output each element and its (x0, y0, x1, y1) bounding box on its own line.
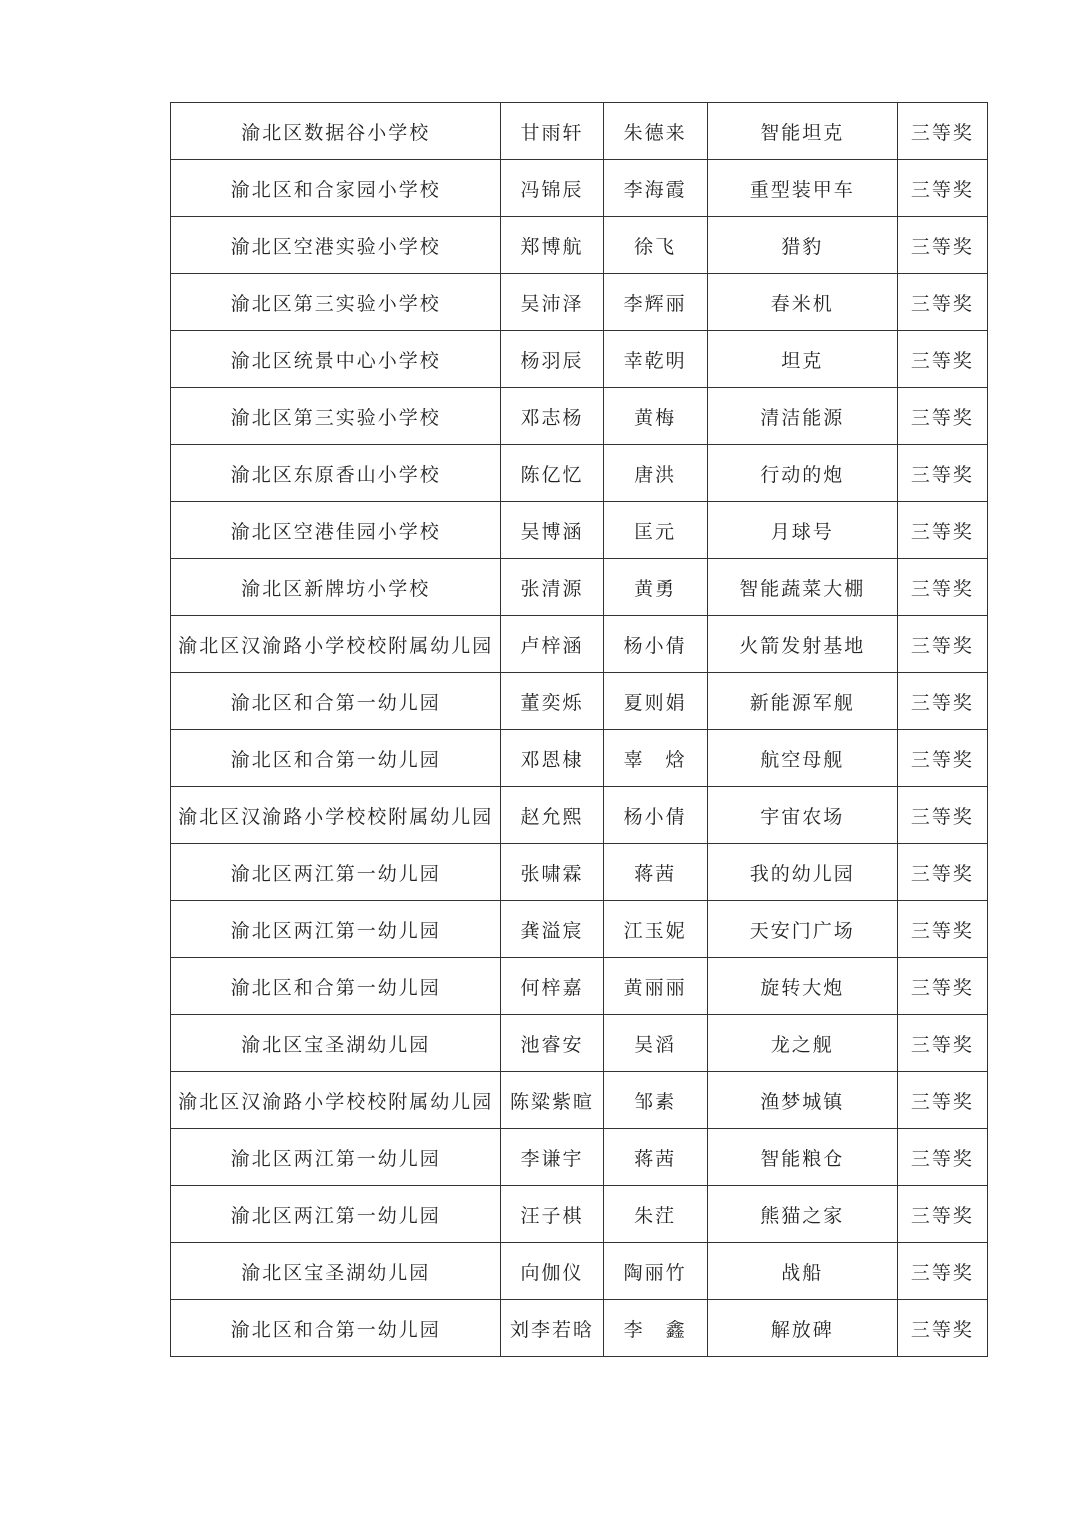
work-title-cell: 宇宙农场 (707, 787, 897, 844)
award-cell: 三等奖 (897, 274, 987, 331)
table-row (171, 103, 988, 160)
school-cell: 渝北区东原香山小学校 (171, 445, 501, 502)
school-cell: 渝北区宝圣湖幼儿园 (171, 1015, 501, 1072)
work-title-cell: 战船 (707, 1243, 897, 1300)
table-row (171, 1129, 988, 1186)
table-row (171, 673, 988, 730)
teacher-cell: 幸乾明 (603, 331, 707, 388)
award-cell: 三等奖 (897, 1300, 987, 1357)
award-cell: 三等奖 (897, 616, 987, 673)
work-title-cell: 智能坦克 (707, 103, 897, 160)
award-cell: 三等奖 (897, 1015, 987, 1072)
work-title-cell: 智能粮仓 (707, 1129, 897, 1186)
table-row (171, 331, 988, 388)
award-cell: 三等奖 (897, 559, 987, 616)
school-cell: 渝北区和合第一幼儿园 (171, 673, 501, 730)
teacher-cell: 黄丽丽 (603, 958, 707, 1015)
student-cell: 杨羽辰 (501, 331, 603, 388)
award-cell: 三等奖 (897, 388, 987, 445)
award-cell: 三等奖 (897, 901, 987, 958)
student-cell: 何梓嘉 (501, 958, 603, 1015)
student-cell: 张啸霖 (501, 844, 603, 901)
teacher-cell: 杨小倩 (603, 616, 707, 673)
school-cell: 渝北区两江第一幼儿园 (171, 901, 501, 958)
teacher-cell: 黄勇 (603, 559, 707, 616)
award-cell: 三等奖 (897, 1129, 987, 1186)
student-cell: 冯锦辰 (501, 160, 603, 217)
student-cell: 邓志杨 (501, 388, 603, 445)
table-row (171, 1300, 988, 1357)
work-title-cell: 熊猫之家 (707, 1186, 897, 1243)
work-title-cell: 天安门广场 (707, 901, 897, 958)
table-row (171, 1186, 988, 1243)
student-cell: 李谦宇 (501, 1129, 603, 1186)
school-cell: 渝北区空港佳园小学校 (171, 502, 501, 559)
teacher-cell: 吴滔 (603, 1015, 707, 1072)
work-title-cell: 渔梦城镇 (707, 1072, 897, 1129)
teacher-cell: 邹素 (603, 1072, 707, 1129)
award-table-body (171, 103, 988, 1357)
student-cell: 池睿安 (501, 1015, 603, 1072)
student-cell: 吴沛泽 (501, 274, 603, 331)
teacher-cell: 陶丽竹 (603, 1243, 707, 1300)
award-cell: 三等奖 (897, 217, 987, 274)
table-row (171, 1243, 988, 1300)
school-cell: 渝北区汉渝路小学校校附属幼儿园 (171, 616, 501, 673)
teacher-cell: 李海霞 (603, 160, 707, 217)
award-cell: 三等奖 (897, 787, 987, 844)
work-title-cell: 重型装甲车 (707, 160, 897, 217)
work-title-cell: 春米机 (707, 274, 897, 331)
school-cell: 渝北区和合第一幼儿园 (171, 958, 501, 1015)
work-title-cell: 猎豹 (707, 217, 897, 274)
award-cell: 三等奖 (897, 331, 987, 388)
table-row (171, 958, 988, 1015)
student-cell: 邓恩棣 (501, 730, 603, 787)
table-row (171, 901, 988, 958)
work-title-cell: 清洁能源 (707, 388, 897, 445)
school-cell: 渝北区和合第一幼儿园 (171, 730, 501, 787)
teacher-cell: 朱茳 (603, 1186, 707, 1243)
student-cell: 卢梓涵 (501, 616, 603, 673)
teacher-cell: 夏则娟 (603, 673, 707, 730)
work-title-cell: 我的幼儿园 (707, 844, 897, 901)
school-cell: 渝北区第三实验小学校 (171, 274, 501, 331)
teacher-cell: 徐飞 (603, 217, 707, 274)
award-cell: 三等奖 (897, 673, 987, 730)
school-cell: 渝北区两江第一幼儿园 (171, 1186, 501, 1243)
table-row (171, 217, 988, 274)
student-cell: 陈亿忆 (501, 445, 603, 502)
award-table (170, 102, 988, 1357)
award-cell: 三等奖 (897, 445, 987, 502)
table-row (171, 730, 988, 787)
award-cell: 三等奖 (897, 958, 987, 1015)
award-cell: 三等奖 (897, 502, 987, 559)
teacher-cell: 辜 焓 (603, 730, 707, 787)
table-row (171, 844, 988, 901)
table-row (171, 1072, 988, 1129)
school-cell: 渝北区和合家园小学校 (171, 160, 501, 217)
work-title-cell: 火箭发射基地 (707, 616, 897, 673)
school-cell: 渝北区数据谷小学校 (171, 103, 501, 160)
school-cell: 渝北区汉渝路小学校校附属幼儿园 (171, 1072, 501, 1129)
student-cell: 陈粱紫暄 (501, 1072, 603, 1129)
award-cell: 三等奖 (897, 1186, 987, 1243)
table-row (171, 559, 988, 616)
table-row (171, 1015, 988, 1072)
teacher-cell: 朱德来 (603, 103, 707, 160)
award-cell: 三等奖 (897, 844, 987, 901)
school-cell: 渝北区统景中心小学校 (171, 331, 501, 388)
teacher-cell: 唐洪 (603, 445, 707, 502)
student-cell: 向伽仪 (501, 1243, 603, 1300)
award-cell: 三等奖 (897, 160, 987, 217)
school-cell: 渝北区新牌坊小学校 (171, 559, 501, 616)
work-title-cell: 解放碑 (707, 1300, 897, 1357)
work-title-cell: 智能蔬菜大棚 (707, 559, 897, 616)
teacher-cell: 李辉丽 (603, 274, 707, 331)
table-row (171, 388, 988, 445)
work-title-cell: 航空母舰 (707, 730, 897, 787)
table-row (171, 160, 988, 217)
work-title-cell: 龙之舰 (707, 1015, 897, 1072)
work-title-cell: 旋转大炮 (707, 958, 897, 1015)
student-cell: 张清源 (501, 559, 603, 616)
school-cell: 渝北区第三实验小学校 (171, 388, 501, 445)
award-cell: 三等奖 (897, 730, 987, 787)
work-title-cell: 新能源军舰 (707, 673, 897, 730)
award-cell: 三等奖 (897, 1072, 987, 1129)
table-row (171, 445, 988, 502)
table-row (171, 787, 988, 844)
table-row (171, 502, 988, 559)
school-cell: 渝北区两江第一幼儿园 (171, 1129, 501, 1186)
work-title-cell: 行动的炮 (707, 445, 897, 502)
teacher-cell: 蒋茜 (603, 1129, 707, 1186)
school-cell: 渝北区两江第一幼儿园 (171, 844, 501, 901)
school-cell: 渝北区宝圣湖幼儿园 (171, 1243, 501, 1300)
work-title-cell: 月球号 (707, 502, 897, 559)
teacher-cell: 江玉妮 (603, 901, 707, 958)
work-title-cell: 坦克 (707, 331, 897, 388)
teacher-cell: 李 鑫 (603, 1300, 707, 1357)
school-cell: 渝北区汉渝路小学校校附属幼儿园 (171, 787, 501, 844)
award-cell: 三等奖 (897, 1243, 987, 1300)
school-cell: 渝北区和合第一幼儿园 (171, 1300, 501, 1357)
teacher-cell: 杨小倩 (603, 787, 707, 844)
student-cell: 赵允熙 (501, 787, 603, 844)
student-cell: 刘李若晗 (501, 1300, 603, 1357)
student-cell: 龚溢宸 (501, 901, 603, 958)
school-cell: 渝北区空港实验小学校 (171, 217, 501, 274)
student-cell: 汪子棋 (501, 1186, 603, 1243)
student-cell: 甘雨轩 (501, 103, 603, 160)
student-cell: 吴博涵 (501, 502, 603, 559)
table-row (171, 616, 988, 673)
table-row (171, 274, 988, 331)
student-cell: 郑博航 (501, 217, 603, 274)
teacher-cell: 匡元 (603, 502, 707, 559)
teacher-cell: 黄梅 (603, 388, 707, 445)
student-cell: 董奕烁 (501, 673, 603, 730)
teacher-cell: 蒋茜 (603, 844, 707, 901)
award-cell: 三等奖 (897, 103, 987, 160)
